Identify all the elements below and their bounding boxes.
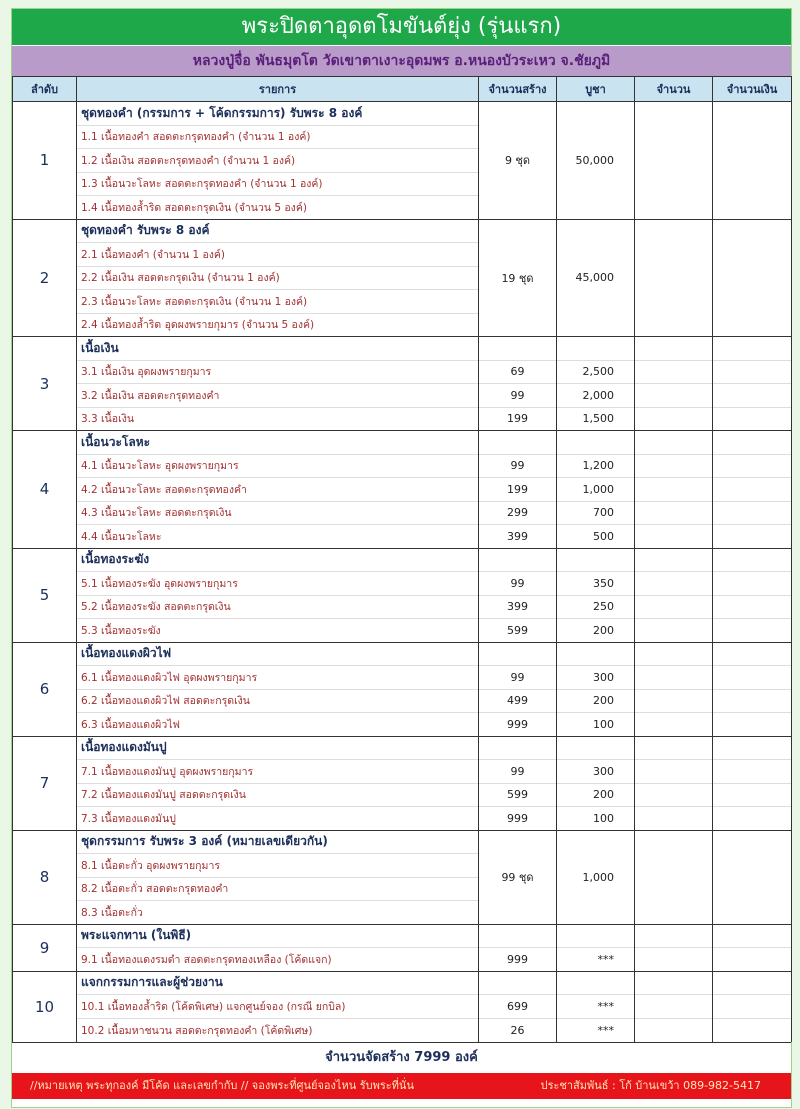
qty-made: 26 [479, 1018, 557, 1042]
item-label: 6.1 เนื้อทองแดงผิวไฟ อุดผงพรายกุมาร [77, 666, 479, 690]
total-cell [713, 736, 792, 760]
row-number: 7 [13, 736, 77, 830]
row-number: 9 [13, 924, 77, 971]
group-header-row [13, 219, 792, 243]
price: 350 [557, 572, 635, 596]
price: 1,000 [557, 830, 635, 924]
total-cell [713, 360, 792, 384]
col-header-no: ลำดับ [13, 77, 77, 102]
item-label: 3.3 เนื้อเงิน [77, 407, 479, 431]
total-cell [713, 548, 792, 572]
footer-contact: ประชาสัมพันธ์ : โก้ บ้านเขว้า 089-982-5417 [540, 1078, 761, 1092]
total-cell [713, 478, 792, 502]
table-row [13, 760, 792, 784]
total-cell [713, 454, 792, 478]
price: 300 [557, 760, 635, 784]
qty-made: 599 [479, 619, 557, 643]
amount-cell [635, 760, 713, 784]
item-label: 3.2 เนื้อเงิน สอดตะกรุดทองคำ [77, 384, 479, 408]
col-header-total: จำนวนเงิน [713, 77, 792, 102]
table-row [13, 454, 792, 478]
total-cell [713, 783, 792, 807]
price: *** [557, 995, 635, 1019]
amount-cell [635, 995, 713, 1019]
price [557, 971, 635, 995]
table-row [13, 407, 792, 431]
amount-cell [635, 454, 713, 478]
price [557, 924, 635, 948]
item-label: 8.2 เนื้อตะกั่ว สอดตะกรุดทองคำ [77, 877, 479, 901]
item-label: 10.1 เนื้อทองล้ำริด (โค้ดพิเศษ) แจกศูนย์จอง (กรณี ยกบิล) [77, 995, 479, 1019]
total-cell [713, 666, 792, 690]
amount-cell [635, 642, 713, 666]
table-row [13, 572, 792, 596]
item-label: 7.2 เนื้อทองแดงมันปู สอดตะกรุดเงิน [77, 783, 479, 807]
group-title: ชุดกรรมการ รับพระ 3 องค์ (หมายเลขเดียวกัน) [77, 830, 479, 854]
item-label: 1.2 เนื้อเงิน สอดตะกรุดทองคำ (จำนวน 1 องค์) [77, 149, 479, 173]
qty-made: 99 [479, 572, 557, 596]
item-label: 2.2 เนื้อเงิน สอดตะกรุดเงิน (จำนวน 1 องค์) [77, 266, 479, 290]
item-label: 5.1 เนื้อทองระฆัง อุดผงพรายกุมาร [77, 572, 479, 596]
group-title: ชุดทองคำ (กรรมการ + โค้ดกรรมการ) รับพระ 8 องค์ [77, 102, 479, 126]
amount-cell [635, 360, 713, 384]
group-header-row [13, 736, 792, 760]
amount-cell [635, 1018, 713, 1042]
total-cell [713, 572, 792, 596]
amount-cell [635, 548, 713, 572]
item-label: 2.4 เนื้อทองล้ำริด อุดผงพรายกุมาร (จำนวน 5 องค์) [77, 313, 479, 337]
table-row [13, 783, 792, 807]
group-title: เนื้อทองแดงมันปู [77, 736, 479, 760]
amount-cell [635, 407, 713, 431]
amount-cell [635, 948, 713, 972]
item-label: 8.1 เนื้อตะกั่ว อุดผงพรายกุมาร [77, 854, 479, 878]
price [557, 642, 635, 666]
table-row [13, 807, 792, 831]
qty-made: 399 [479, 525, 557, 549]
total-cell [713, 337, 792, 361]
group-title: ชุดทองคำ รับพระ 8 องค์ [77, 219, 479, 243]
amount-cell [635, 595, 713, 619]
header-row [13, 77, 792, 102]
row-number: 6 [13, 642, 77, 736]
item-label: 3.1 เนื้อเงิน อุดผงพรายกุมาร [77, 360, 479, 384]
group-title: พระแจกทาน (ในพิธี) [77, 924, 479, 948]
qty-made: 69 [479, 360, 557, 384]
item-label: 7.3 เนื้อทองแดงมันปู [77, 807, 479, 831]
total-cell [713, 407, 792, 431]
amount-cell [635, 666, 713, 690]
qty-made: 199 [479, 478, 557, 502]
row-number: 1 [13, 102, 77, 220]
group-title: เนื้อนวะโลหะ [77, 431, 479, 455]
total-cell [713, 760, 792, 784]
total-made: จำนวนจัดสร้าง 7999 องค์ [12, 1042, 791, 1073]
document [11, 8, 792, 1108]
price: 2,500 [557, 360, 635, 384]
group-header-row [13, 548, 792, 572]
table-row [13, 1018, 792, 1042]
total-cell [713, 102, 792, 220]
price: 500 [557, 525, 635, 549]
amount-cell [635, 689, 713, 713]
group-header-row [13, 431, 792, 455]
table-row [13, 995, 792, 1019]
table-row [13, 619, 792, 643]
price: 300 [557, 666, 635, 690]
amount-cell [635, 219, 713, 337]
qty-made: 99 [479, 454, 557, 478]
qty-made: 99 [479, 384, 557, 408]
table-row [13, 595, 792, 619]
item-label: 5.3 เนื้อทองระฆัง [77, 619, 479, 643]
price: 45,000 [557, 219, 635, 337]
row-number: 10 [13, 971, 77, 1042]
qty-made: 999 [479, 807, 557, 831]
row-number: 5 [13, 548, 77, 642]
col-header-qty-made: จำนวนสร้าง [479, 77, 557, 102]
qty-made: 399 [479, 595, 557, 619]
item-label: 6.2 เนื้อทองแดงผิวไฟ สอดตะกรุดเงิน [77, 689, 479, 713]
page-title: พระปิดตาอุดตโมขันต์ยุ่ง (รุ่นแรก) [12, 9, 791, 45]
group-title: แจกกรรมการและผู้ช่วยงาน [77, 971, 479, 995]
table-row [13, 360, 792, 384]
total-cell [713, 689, 792, 713]
total-cell [713, 995, 792, 1019]
total-cell [713, 595, 792, 619]
item-label: 1.1 เนื้อทองคำ สอดตะกรุดทองคำ (จำนวน 1 องค์) [77, 125, 479, 149]
item-label: 6.3 เนื้อทองแดงผิวไฟ [77, 713, 479, 737]
item-label: 10.2 เนื้อมหาชนวน สอดตะกรุดทองคำ (โค้ดพิเศษ) [77, 1018, 479, 1042]
amount-cell [635, 572, 713, 596]
price: 700 [557, 501, 635, 525]
item-label: 1.3 เนื้อนวะโลหะ สอดตะกรุดทองคำ (จำนวน 1 องค์) [77, 172, 479, 196]
item-label: 2.3 เนื้อนวะโลหะ สอดตะกรุดเงิน (จำนวน 1 องค์) [77, 290, 479, 314]
price [557, 431, 635, 455]
total-cell [713, 642, 792, 666]
table-body [13, 102, 792, 1042]
footer-bar [12, 1073, 791, 1099]
price: 250 [557, 595, 635, 619]
table-row [13, 689, 792, 713]
qty-made [479, 971, 557, 995]
qty-made [479, 337, 557, 361]
price [557, 337, 635, 361]
price: 1,000 [557, 478, 635, 502]
amount-cell [635, 807, 713, 831]
amount-cell [635, 501, 713, 525]
price [557, 736, 635, 760]
amount-cell [635, 384, 713, 408]
qty-made: 699 [479, 995, 557, 1019]
group-title: เนื้อทองแดงผิวไฟ [77, 642, 479, 666]
amount-cell [635, 525, 713, 549]
qty-made: 199 [479, 407, 557, 431]
amount-cell [635, 102, 713, 220]
item-label: 4.2 เนื้อนวะโลหะ สอดตะกรุดทองคำ [77, 478, 479, 502]
row-number: 4 [13, 431, 77, 549]
item-label: 9.1 เนื้อทองแดงรมดำ สอดตะกรุดทองเหลือง (โค้ดแจก) [77, 948, 479, 972]
amount-cell [635, 619, 713, 643]
group-header-row [13, 102, 792, 126]
table-row [13, 666, 792, 690]
price: *** [557, 1018, 635, 1042]
price: 2,000 [557, 384, 635, 408]
total-cell [713, 219, 792, 337]
amount-cell [635, 478, 713, 502]
total-cell [713, 525, 792, 549]
total-cell [713, 431, 792, 455]
price: 1,200 [557, 454, 635, 478]
table-row [13, 501, 792, 525]
group-header-row [13, 830, 792, 854]
item-label: 4.4 เนื้อนวะโลหะ [77, 525, 479, 549]
item-label: 5.2 เนื้อทองระฆัง สอดตะกรุดเงิน [77, 595, 479, 619]
total-cell [713, 384, 792, 408]
group-title: เนื้อเงิน [77, 337, 479, 361]
amount-cell [635, 713, 713, 737]
table-row [13, 525, 792, 549]
row-number: 2 [13, 219, 77, 337]
qty-made: 99 [479, 666, 557, 690]
group-header-row [13, 924, 792, 948]
price: 200 [557, 783, 635, 807]
qty-made: 99 [479, 760, 557, 784]
price: 100 [557, 713, 635, 737]
total-cell [713, 619, 792, 643]
qty-made [479, 431, 557, 455]
price: 200 [557, 619, 635, 643]
item-label: 4.3 เนื้อนวะโลหะ สอดตะกรุดเงิน [77, 501, 479, 525]
total-cell [713, 830, 792, 924]
amount-cell [635, 783, 713, 807]
total-cell [713, 924, 792, 948]
qty-made: 599 [479, 783, 557, 807]
total-cell [713, 713, 792, 737]
qty-made: 499 [479, 689, 557, 713]
col-header-item: รายการ [77, 77, 479, 102]
row-number: 8 [13, 830, 77, 924]
footer-note: //หมายเหตุ พระทุกองค์ มีโค้ด และเลขกำกับ // จองพระที่ศูนย์จองไหน รับพระที่นั่น [30, 1078, 414, 1092]
price-table [12, 76, 792, 1042]
qty-made: 19 ชุด [479, 219, 557, 337]
item-label: 2.1 เนื้อทองคำ (จำนวน 1 องค์) [77, 243, 479, 267]
table-row [13, 948, 792, 972]
amount-cell [635, 971, 713, 995]
item-label: 8.3 เนื้อตะกั่ว [77, 901, 479, 925]
total-cell [713, 948, 792, 972]
total-cell [713, 1018, 792, 1042]
qty-made [479, 736, 557, 760]
amount-cell [635, 736, 713, 760]
qty-made: 9 ชุด [479, 102, 557, 220]
price: 100 [557, 807, 635, 831]
table-row [13, 713, 792, 737]
amount-cell [635, 431, 713, 455]
group-header-row [13, 642, 792, 666]
price: 1,500 [557, 407, 635, 431]
table-row [13, 478, 792, 502]
row-number: 3 [13, 337, 77, 431]
qty-made: 999 [479, 948, 557, 972]
qty-made [479, 548, 557, 572]
group-header-row [13, 337, 792, 361]
group-title: เนื้อทองระฆัง [77, 548, 479, 572]
group-header-row [13, 971, 792, 995]
amount-cell [635, 830, 713, 924]
subtitle: หลวงปู่จื่อ พันธมุตโต วัดเขาตาเงาะอุดมพร อ.หนองบัวระเหว จ.ชัยภูมิ [12, 45, 791, 76]
price: 200 [557, 689, 635, 713]
table-row [13, 384, 792, 408]
amount-cell [635, 337, 713, 361]
amount-cell [635, 924, 713, 948]
col-header-amount: จำนวน [635, 77, 713, 102]
item-label: 1.4 เนื้อทองล้ำริด สอดตะกรุดเงิน (จำนวน 5 องค์) [77, 196, 479, 220]
qty-made [479, 642, 557, 666]
item-label: 7.1 เนื้อทองแดงมันปู อุดผงพรายกุมาร [77, 760, 479, 784]
total-cell [713, 971, 792, 995]
price: 50,000 [557, 102, 635, 220]
price [557, 548, 635, 572]
col-header-price: บูชา [557, 77, 635, 102]
qty-made: 999 [479, 713, 557, 737]
total-cell [713, 501, 792, 525]
qty-made [479, 924, 557, 948]
qty-made: 99 ชุด [479, 830, 557, 924]
total-cell [713, 807, 792, 831]
item-label: 4.1 เนื้อนวะโลหะ อุดผงพรายกุมาร [77, 454, 479, 478]
price: *** [557, 948, 635, 972]
qty-made: 299 [479, 501, 557, 525]
